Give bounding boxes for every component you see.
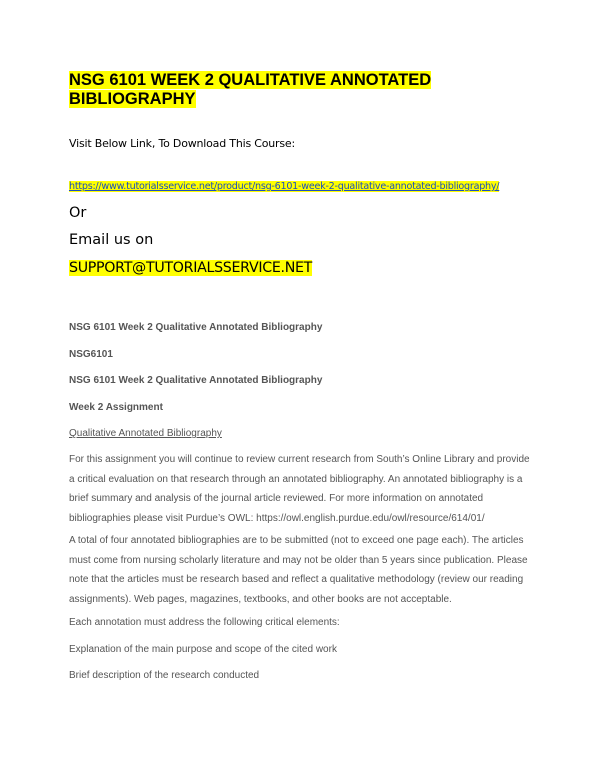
course-code: NSG6101: [69, 349, 113, 360]
critical-elements-intro: Each annotation must address the following critical elements:: [69, 617, 340, 628]
course-heading: NSG 6101 Week 2 Qualitative Annotated Bibliography: [69, 322, 323, 333]
assignment-heading: Week 2 Assignment: [69, 402, 163, 413]
critical-element-research: Brief description of the research conducted: [69, 670, 260, 681]
document-title: [69, 71, 449, 109]
paragraph-assignment-intro: For this assignment you will continue to review current research from South’s Online Library and provide a critical evaluation on that research through an annotated bibliography. An annotated bibliography is a brief summary and analysis of the journal article reviewed. For more information on annotated bibliographies please visit Purdue’s OWL: https://owl.english.purdue.edu/owl/resource/614/01/: [69, 454, 530, 524]
or-text: Or: [69, 205, 87, 221]
document-title-text: NSG 6101 WEEK 2 QUALITATIVE ANNOTATED BIBLIOGRAPHY: [69, 71, 432, 108]
course-heading-repeat: NSG 6101 Week 2 Qualitative Annotated Bibliography: [69, 375, 323, 386]
paragraph-requirements: A total of four annotated bibliographies are to be submitted (not to exceed one page each). The articles must come from nursing scholarly literature and may not be older than 5 years since publication. Please note that the articles must be research based and reflect a qualitative methodology (review our reading assignments). Web pages, magazines, textbooks, and other books are not acceptable.: [69, 535, 528, 605]
support-email: SUPPORT@TUTORIALSSERVICE.NET: [69, 260, 313, 276]
course-download-link[interactable]: https://www.tutorialsservice.net/product/nsg-6101-week-2-qualitative-annotated-bibliography/: [69, 181, 500, 192]
critical-element-purpose: Explanation of the main purpose and scope of the cited work: [69, 644, 337, 655]
visit-instruction: Visit Below Link, To Download This Course:: [69, 137, 295, 150]
section-link[interactable]: Qualitative Annotated Bibliography: [69, 428, 222, 439]
email-label: Email us on: [69, 232, 154, 248]
